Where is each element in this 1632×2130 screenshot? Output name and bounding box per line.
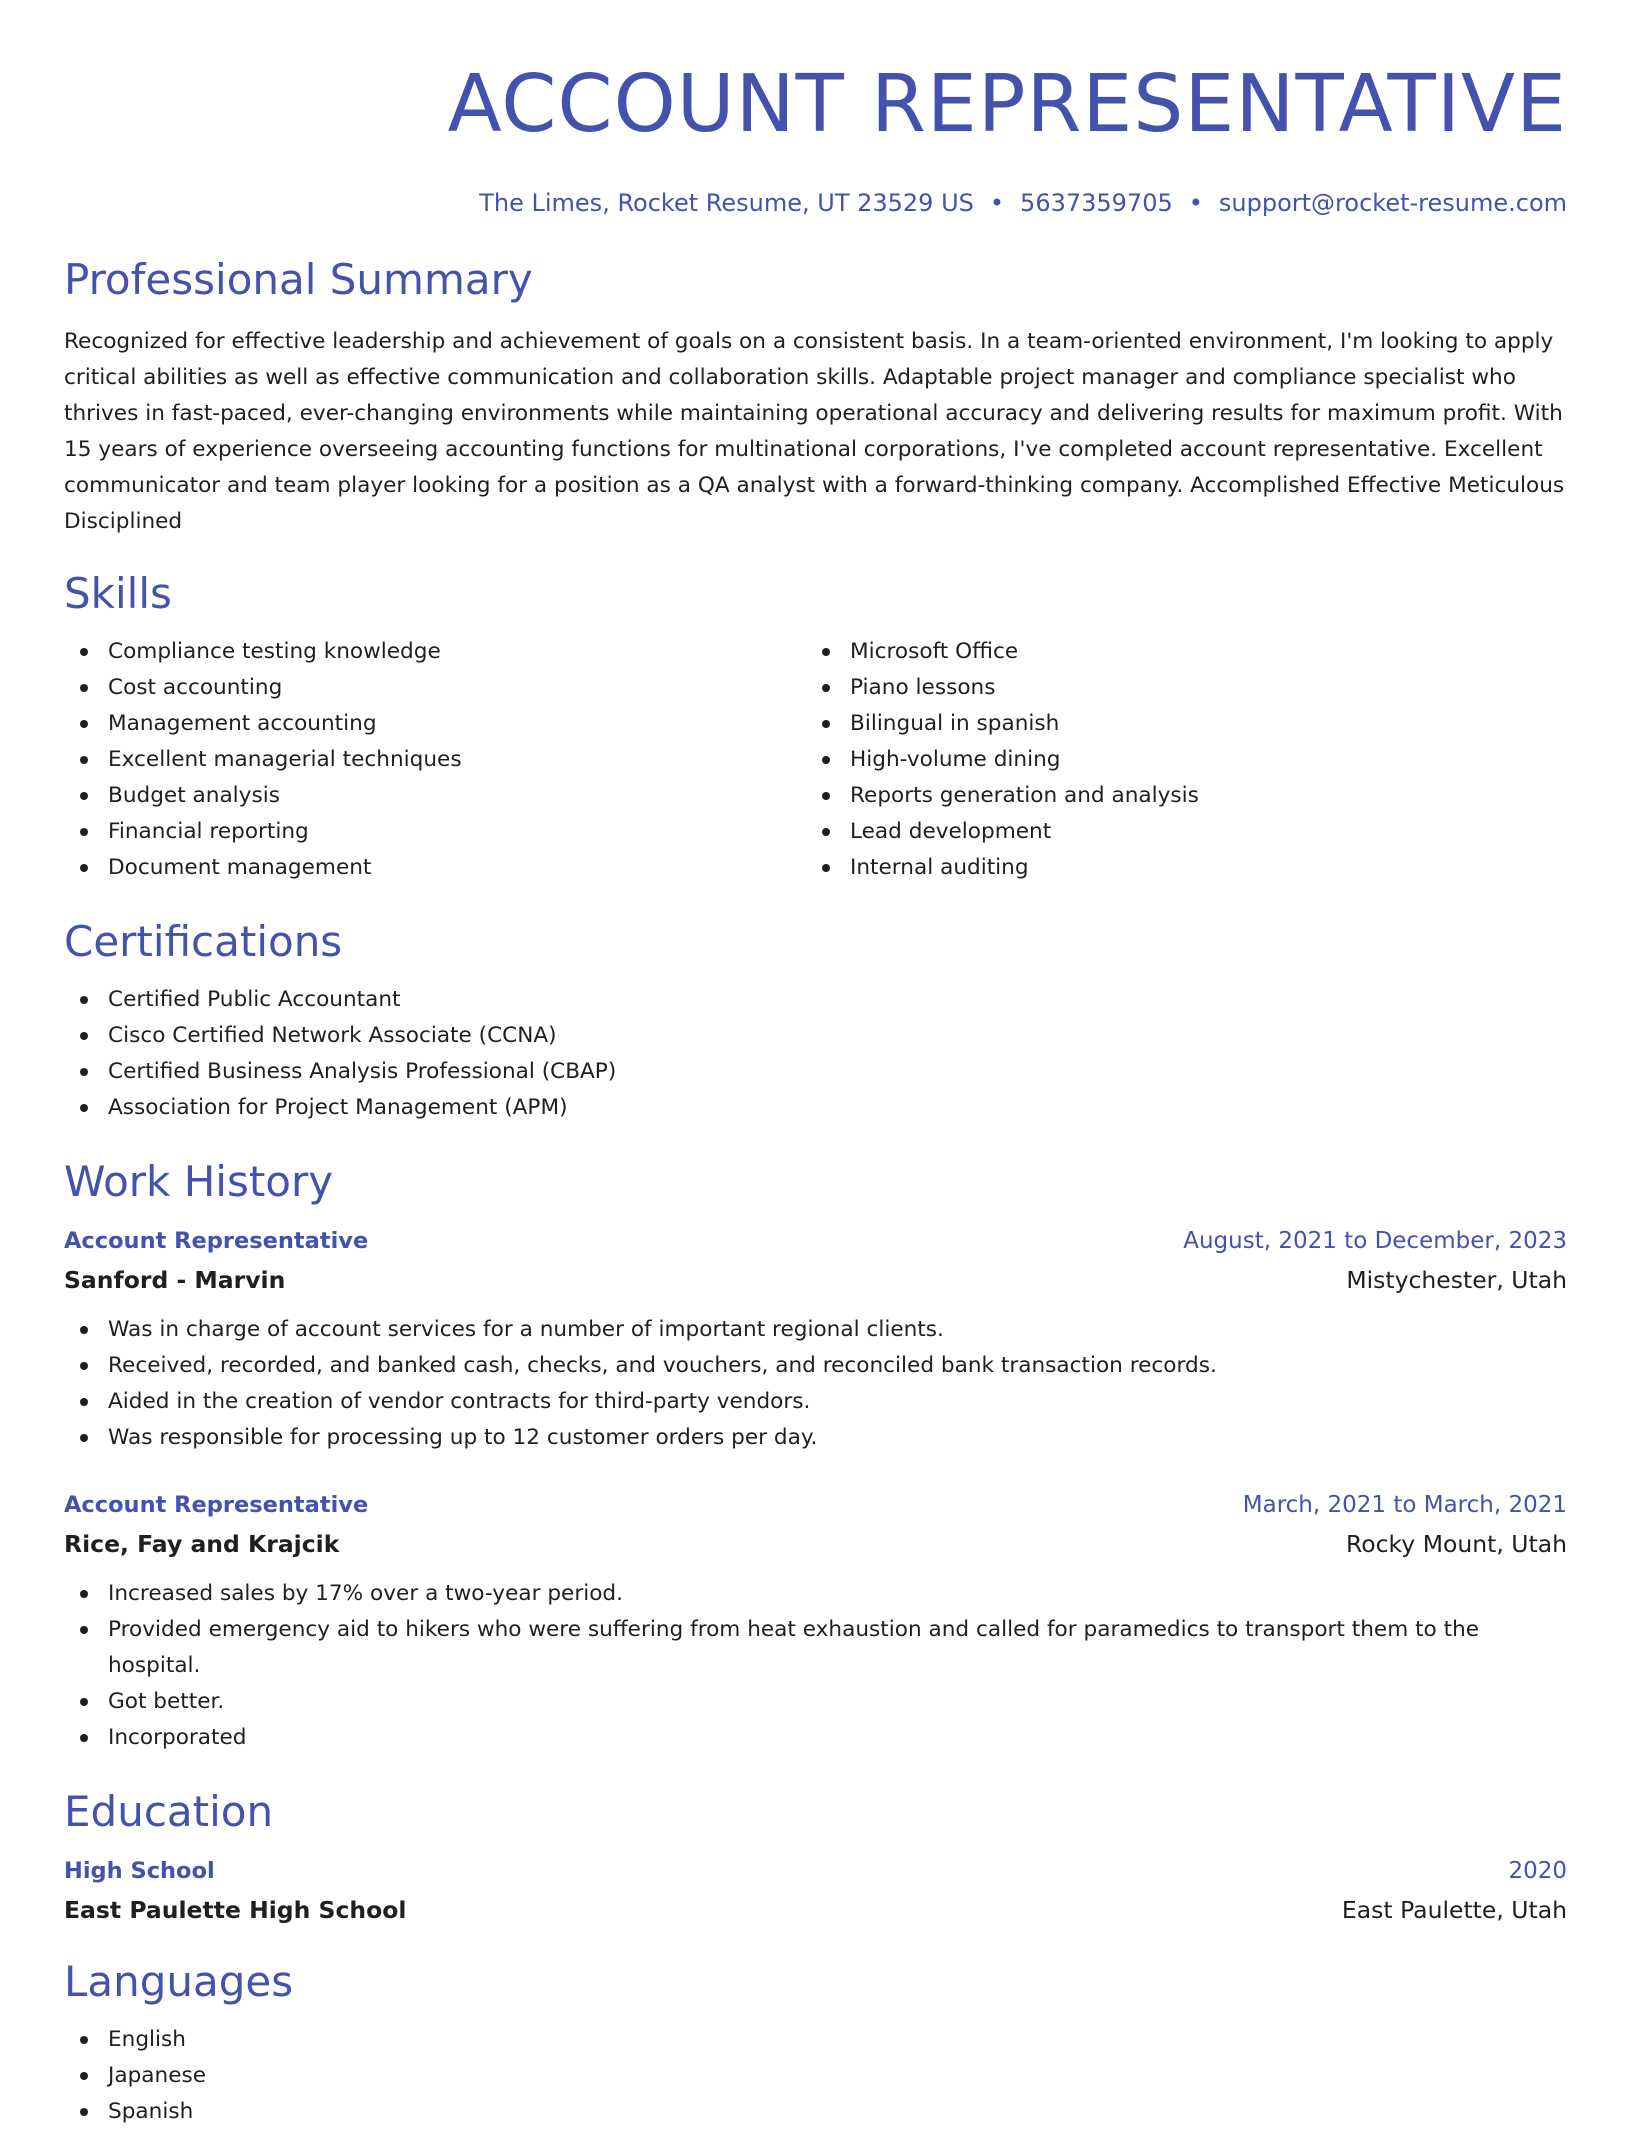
contact-separator: • bbox=[989, 189, 1005, 217]
job-duty: Incorporated bbox=[64, 1720, 1567, 1756]
skills-list-right bbox=[806, 634, 1548, 886]
job-duty: Received, recorded, and banked cash, checks, and vouchers, and reconciled bank transaction records. bbox=[64, 1348, 1567, 1384]
job-company: Rice, Fay and Krajcik bbox=[64, 1530, 340, 1558]
skills-list-left bbox=[64, 634, 806, 886]
resume-name: ACCOUNT REPRESENTATIVE bbox=[447, 58, 1567, 150]
summary-text: Recognized for effective leadership and achievement of goals on a consistent basis. In a team-oriented environment, I'm looking to apply critical abilities as well as effective communication and collaboration skills. Adaptable project manager and compliance specialist who thrives in fast-paced, ever-changing environments while maintaining operational accuracy and delivering results for maximum profit. With 15 years of experience overseeing accounting functions for multinational corporations, I've completed account representative. Excellent communicator and team player looking for a position as a QA analyst with a forward-thinking company. Accomplished Effective Meticulous Disciplined bbox=[64, 329, 1565, 534]
section-heading-summary: Professional Summary bbox=[64, 255, 533, 304]
certification-item: Certified Public Accountant bbox=[64, 982, 1567, 1018]
job-title-row bbox=[64, 1222, 1567, 1260]
summary-section bbox=[64, 254, 1567, 540]
languages-list bbox=[64, 2022, 1567, 2130]
job-duties-list bbox=[64, 1312, 1567, 1456]
section-heading-languages: Languages bbox=[64, 1957, 294, 2006]
job-company: Sanford - Marvin bbox=[64, 1266, 286, 1294]
work-history-section bbox=[64, 1156, 1567, 1756]
skill-item: Management accounting bbox=[64, 706, 806, 742]
education-year: 2020 bbox=[1508, 1858, 1567, 1884]
job-location: Mistychester, Utah bbox=[1346, 1266, 1567, 1294]
skills-section bbox=[64, 568, 1567, 886]
section-heading-work-history: Work History bbox=[64, 1157, 334, 1206]
contact-address: The Limes, Rocket Resume, UT 23529 US bbox=[479, 189, 974, 217]
job-title: Account Representative bbox=[64, 1492, 369, 1518]
section-heading-education: Education bbox=[64, 1787, 274, 1836]
skill-item: Cost accounting bbox=[64, 670, 806, 706]
job-duty: Provided emergency aid to hikers who were suffering from heat exhaustion and called for paramedics to transport them to the hospital. bbox=[64, 1612, 1567, 1684]
language-item: Japanese bbox=[64, 2058, 1567, 2094]
job-duty: Increased sales by 17% over a two-year period. bbox=[64, 1576, 1567, 1612]
certifications-section bbox=[64, 916, 1567, 1126]
skill-item: Lead development bbox=[806, 814, 1548, 850]
job-duty: Got better. bbox=[64, 1684, 1567, 1720]
skill-item: Bilingual in spanish bbox=[806, 706, 1548, 742]
job-entry bbox=[64, 1222, 1567, 1456]
skill-item: Excellent managerial techniques bbox=[64, 742, 806, 778]
education-location: East Paulette, Utah bbox=[1341, 1896, 1567, 1924]
contact-separator: • bbox=[1188, 189, 1203, 217]
skills-grid bbox=[64, 634, 1567, 886]
education-school: East Paulette High School bbox=[64, 1896, 407, 1924]
skill-item: Reports generation and analysis bbox=[806, 778, 1548, 814]
languages-section bbox=[64, 1956, 1567, 2130]
skill-item: Financial reporting bbox=[64, 814, 806, 850]
certifications-list bbox=[64, 982, 1567, 1126]
skill-item: Microsoft Office bbox=[806, 634, 1548, 670]
education-school-row bbox=[64, 1890, 1567, 1930]
education-degree-row bbox=[64, 1852, 1567, 1890]
certification-item: Certified Business Analysis Professional (CBAP) bbox=[64, 1054, 1567, 1090]
job-title-row bbox=[64, 1486, 1567, 1524]
job-dates: March, 2021 to March, 2021 bbox=[1242, 1492, 1567, 1518]
contact-email[interactable]: support@rocket-resume.com bbox=[1218, 189, 1567, 217]
section-heading-certifications: Certifications bbox=[64, 917, 343, 966]
contact-phone: 5637359705 bbox=[1020, 189, 1173, 217]
section-heading-skills: Skills bbox=[64, 569, 172, 618]
skill-item: Document management bbox=[64, 850, 806, 886]
certification-item: Association for Project Management (APM) bbox=[64, 1090, 1567, 1126]
job-location: Rocky Mount, Utah bbox=[1345, 1530, 1567, 1558]
skill-item: Internal auditing bbox=[806, 850, 1548, 886]
job-duty: Was in charge of account services for a number of important regional clients. bbox=[64, 1312, 1567, 1348]
job-entry bbox=[64, 1486, 1567, 1756]
education-section bbox=[64, 1786, 1567, 1930]
job-duties-list bbox=[64, 1576, 1567, 1756]
contact-line bbox=[64, 188, 1567, 218]
job-dates: August, 2021 to December, 2023 bbox=[1183, 1228, 1567, 1254]
job-company-row bbox=[64, 1524, 1567, 1564]
language-item: English bbox=[64, 2022, 1567, 2058]
skill-item: Budget analysis bbox=[64, 778, 806, 814]
skill-item: Piano lessons bbox=[806, 670, 1548, 706]
education-entry bbox=[64, 1852, 1567, 1930]
job-company-row bbox=[64, 1260, 1567, 1300]
skill-item: High-volume dining bbox=[806, 742, 1548, 778]
skill-item: Compliance testing knowledge bbox=[64, 634, 806, 670]
job-duty: Aided in the creation of vendor contracts for third-party vendors. bbox=[64, 1384, 1567, 1420]
job-duty: Was responsible for processing up to 12 customer orders per day. bbox=[64, 1420, 1567, 1456]
job-title: Account Representative bbox=[64, 1228, 369, 1254]
certification-item: Cisco Certified Network Associate (CCNA) bbox=[64, 1018, 1567, 1054]
education-degree: High School bbox=[64, 1858, 215, 1884]
language-item: Spanish bbox=[64, 2094, 1567, 2130]
